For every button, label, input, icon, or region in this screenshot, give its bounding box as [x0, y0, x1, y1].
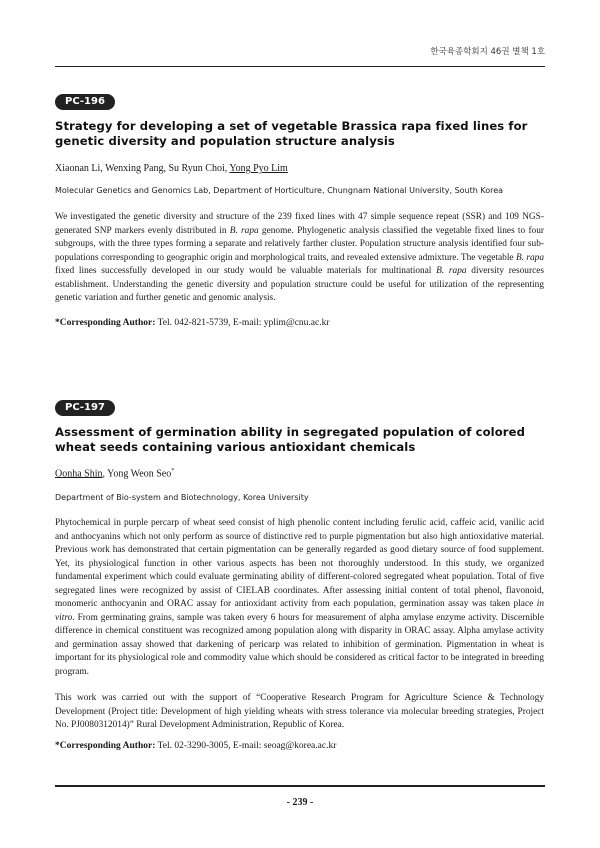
abstract-id-badge: PC-197 [55, 400, 115, 416]
abstract-paragraph: Phytochemical in purple percarp of wheat seed consist of high phenolic content including ferulic acid, caffeic acid, vanilic acid and anthocyanins which not only perform as source of distinctive red to purple pigmentation but also high antioxidative material. Previous work has demonstrated that certain pigmentation can be generally regarded as good dietary source of food supplement. Yet, its physiological function in other various aspects has been not thoroughly understood. In this study, we organized fundamental experiment which could evaluate germinating ability of different-colored segregated wheat population. Total of five segregated lines were recognized by assist of CIELAB coordinates. After assessing initial content of total phenol, flavonoid, monomeric anthocyanin and ORAC assay for antioxidant activity from each population, germination assay was taken place in vitro. From germinating grains, sample was taken every 6 hours for measurement of alpha amylase enzyme activity. Discernible difference in chemical constituent was recognized among population along with disparity in ORAC assay. Alpha amylase activity and germination assay showed that darkening of pericarp was related to inhibition of germination. Pigmentation in wheat is important for its physiological role and commodity value which should be considered as critical factor to be integrated in breeding program. [55, 518, 544, 677]
running-header [0, 0, 600, 66]
corresponding-mark: * [171, 468, 175, 474]
author-presenting: Oonha Shin [55, 468, 103, 480]
page-number: - 239 - [286, 797, 314, 808]
corresponding-contact: Tel. 02-3290-3005, E-mail: seoag@korea.ac.kr [155, 741, 337, 751]
abstract-id-badge: PC-196 [55, 94, 115, 110]
abstract-paragraph: We investigated the genetic diversity and structure of the 239 fixed lines with 47 simple sequence repeat (SSR) and 109 NGS-generated SNP markers evenly distributed in B. rapa genome. Phylogenetic analysis classified the vegetable fixed lines to four subgroups, with the three types forming a separate and relatively farther cluster. Population structure analysis identified four sub-populations corresponding to geographic origin and morphological traits, and revealed extensive admixture. The vegetable B. rapa fixed lines successfully developed in our study would be valuable materials for multinational B. rapa diversity resources establishment. Understanding the genetic diversity and population structure could be useful for utilization of the representing genetic variation and further genetic and genomic analysis. [55, 212, 545, 303]
abstract-title: Strategy for developing a set of vegetable Brassica rapa fixed lines for genetic diversity and population structure analysis [55, 119, 528, 148]
funding-paragraph: This work was carried out with the support of “Cooperative Research Program for Agriculture Science & Technology Development (Project title: Development of high yielding wheats with stress tolerance via molecular breeding strategies, Project No. PJ0080312014)” Rural Development Administration, Republic of Korea. [55, 693, 544, 730]
abstract-body [55, 211, 544, 306]
affiliation: Molecular Genetics and Genomics Lab, Department of Horticulture, Chungnam National University, South Korea [55, 186, 504, 195]
author-list [55, 163, 288, 174]
author-list [55, 468, 174, 479]
abstract-title: Assessment of germination ability in segregated population of colored wheat seeds containing various antioxidant chemicals [55, 425, 525, 454]
corresponding-label: *Corresponding Author: [55, 741, 156, 751]
corresponding-author [55, 741, 336, 751]
authors-plain: Xiaonan Li, Wenxing Pang, Su Ryun Choi, [55, 163, 230, 174]
footer-rule [55, 785, 545, 787]
corresponding-label: *Corresponding Author: [55, 318, 156, 328]
affiliation: Department of Bio-system and Biotechnology, Korea University [55, 493, 309, 502]
journal-header: 한국육종학회지 46권 별책 1호 [430, 47, 545, 57]
author-corresponding: Yong Pyo Lim [229, 163, 288, 174]
header-rule [55, 66, 545, 67]
corresponding-author [55, 318, 330, 328]
authors-plain: , Yong Weon Seo [102, 468, 172, 480]
corresponding-contact: Tel. 042-821-5739, E-mail: yplim@cnu.ac.kr [155, 318, 330, 328]
abstract-body [55, 517, 544, 733]
